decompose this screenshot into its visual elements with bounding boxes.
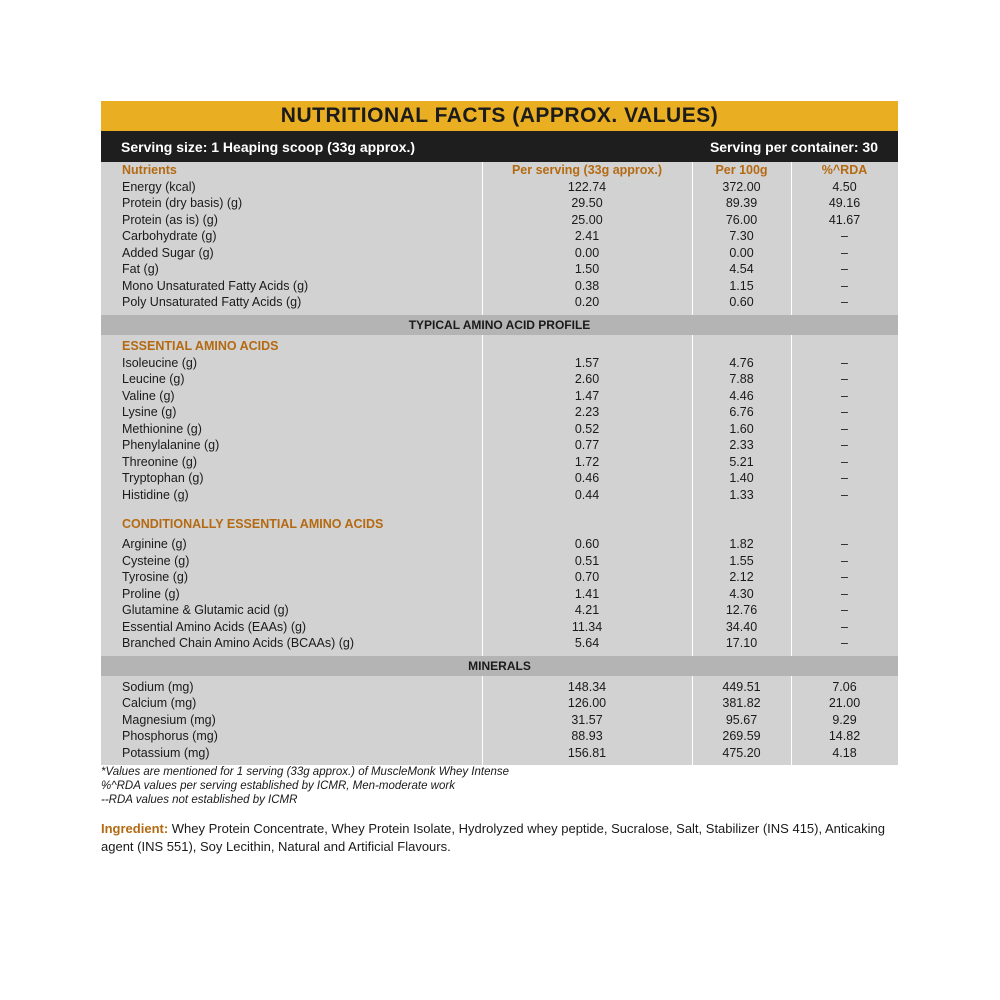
- ingredients: [101, 820, 901, 856]
- per-serving-value: 29.50: [571, 196, 603, 210]
- nutrient-name: Essential Amino Acids (EAAs) (g): [122, 619, 307, 634]
- per-100g-value: 2.33: [729, 438, 754, 452]
- table-row: [101, 294, 898, 311]
- per-serving-value: 0.46: [574, 471, 600, 485]
- table-row: [101, 635, 898, 652]
- table-row: [101, 388, 898, 405]
- rda-value: –: [841, 421, 848, 436]
- per-serving-value: 0.20: [574, 295, 600, 309]
- per-serving-value: 88.93: [571, 729, 603, 743]
- rda-value: –: [841, 245, 848, 260]
- footnote: --RDA values not established by ICMR: [101, 794, 298, 806]
- per-100g-value: 12.76: [725, 603, 758, 617]
- rda-value: –: [841, 454, 848, 469]
- table-row: [101, 569, 898, 586]
- rda-value: –: [841, 553, 848, 568]
- table-row: [101, 437, 898, 454]
- rda-value: 41.67: [828, 212, 861, 227]
- per-100g-value: 1.33: [729, 487, 754, 502]
- per-serving-value: 0.60: [574, 537, 600, 551]
- per-serving-value: 156.81: [567, 745, 607, 760]
- nutrient-name: Protein (dry basis) (g): [122, 196, 243, 210]
- per-100g-value: 1.60: [729, 421, 754, 436]
- per-100g-value: 1.40: [729, 471, 754, 485]
- per-100g-value: 4.76: [729, 355, 754, 370]
- amino-section-header: TYPICAL AMINO ACID PROFILE: [101, 315, 898, 335]
- per-serving-value: 11.34: [571, 619, 603, 634]
- per-100g-value: 475.20: [722, 745, 761, 760]
- ingredients-text: Whey Protein Concentrate, Whey Protein Isolate, Hydrolyzed whey peptide, Sucralose, Salt, Stabilizer (INS 415), Anticaking agent (INS 551), Soy Lecithin, Natural and Artificial Flavours.: [101, 821, 885, 854]
- per-100g-value: 449.51: [722, 679, 761, 694]
- nutrient-name: Histidine (g): [122, 487, 189, 502]
- per-serving-value: 126.00: [567, 696, 607, 710]
- per-100g-value: 7.30: [729, 229, 754, 243]
- footnote: %^RDA values per serving established by ICMR, Men-moderate work: [101, 780, 455, 792]
- table-row: [101, 679, 898, 696]
- nutrient-name: Phenylalanine (g): [122, 438, 220, 452]
- rda-value: 49.16: [828, 196, 861, 210]
- nutrients-section: [101, 162, 898, 315]
- servings-per-container: Serving per container: 30: [709, 138, 878, 155]
- per-serving-value: 5.64: [574, 636, 600, 650]
- nutrient-name: Added Sugar (g): [122, 245, 214, 260]
- per-100g-value: 5.21: [729, 454, 754, 469]
- rda-value: –: [841, 355, 848, 370]
- rda-value: –: [841, 438, 848, 452]
- per-100g-value: 6.76: [729, 405, 754, 419]
- table-row: [101, 536, 898, 553]
- footnotes: [101, 765, 509, 807]
- rda-value: 4.50: [832, 179, 857, 194]
- table-row: [101, 602, 898, 619]
- per-serving-value: 0.77: [574, 438, 600, 452]
- rda-value: –: [841, 603, 848, 617]
- rda-value: 14.82: [828, 729, 861, 743]
- table-row: [101, 454, 898, 471]
- ingredients-label: Ingredient:: [101, 821, 169, 836]
- per-serving-value: 0.38: [574, 278, 600, 293]
- nutrient-name: Calcium (mg): [122, 696, 197, 710]
- rda-value: –: [841, 487, 848, 502]
- header-rda: %^RDA: [821, 163, 868, 177]
- per-100g-value: 4.54: [729, 262, 754, 276]
- table-row: [101, 553, 898, 570]
- rda-value: –: [841, 405, 848, 419]
- rda-value: –: [841, 636, 848, 650]
- table-row: [101, 421, 898, 438]
- rda-value: 7.06: [832, 679, 857, 694]
- rda-value: –: [841, 229, 848, 243]
- nutrient-name: Isoleucine (g): [122, 355, 198, 370]
- rda-value: –: [841, 570, 848, 584]
- per-100g-value: 372.00: [722, 179, 761, 194]
- nutrition-facts-panel: [101, 101, 898, 765]
- table-row: [101, 179, 898, 196]
- table-row: [101, 371, 898, 388]
- nutrient-name: Protein (as is) (g): [122, 212, 218, 227]
- nutrient-name: Proline (g): [122, 586, 180, 601]
- nutrient-name: Threonine (g): [122, 454, 198, 469]
- minerals-section: [101, 676, 898, 766]
- footnote: *Values are mentioned for 1 serving (33g approx.) of MuscleMonk Whey Intense: [101, 766, 510, 778]
- header-per-serving: Per serving (33g approx.): [511, 163, 663, 177]
- per-serving-value: 0.44: [574, 487, 600, 502]
- per-100g-value: 1.82: [729, 537, 754, 551]
- per-serving-value: 0.52: [574, 421, 600, 436]
- per-serving-value: 31.57: [571, 712, 603, 727]
- nutrient-name: Glutamine & Glutamic acid (g): [122, 603, 289, 617]
- nutrient-name: Potassium (mg): [122, 745, 210, 760]
- per-serving-value: 1.50: [574, 262, 600, 276]
- per-100g-value: 269.59: [722, 729, 761, 743]
- conditional-amino-acids-heading: CONDITIONALLY ESSENTIAL AMINO ACIDS: [122, 517, 384, 531]
- per-100g-value: 76.00: [725, 212, 758, 227]
- per-100g-value: 4.30: [729, 586, 754, 601]
- per-serving-value: 0.00: [574, 245, 600, 260]
- rda-value: –: [841, 388, 848, 403]
- title-bar: [101, 101, 898, 131]
- table-row: [101, 586, 898, 603]
- nutrient-name: Tryptophan (g): [122, 471, 204, 485]
- serving-bar: [101, 131, 898, 162]
- rda-value: –: [841, 471, 848, 485]
- per-serving-value: 1.47: [574, 388, 600, 403]
- table-row: [101, 728, 898, 745]
- table-row: [101, 355, 898, 372]
- per-100g-value: 1.55: [729, 553, 754, 568]
- table-row: [101, 470, 898, 487]
- per-serving-value: 122.74: [567, 179, 607, 194]
- rda-value: 4.18: [832, 745, 857, 760]
- per-serving-value: 4.21: [574, 603, 600, 617]
- table-row: [101, 487, 898, 504]
- per-100g-value: 0.60: [729, 295, 754, 309]
- rda-value: –: [841, 372, 848, 386]
- header-nutrients: Nutrients: [122, 163, 177, 177]
- rda-value: –: [841, 619, 848, 634]
- table-row: [101, 212, 898, 229]
- rda-value: –: [841, 278, 848, 293]
- nutrient-name: Phosphorus (mg): [122, 729, 218, 743]
- nutrient-name: Arginine (g): [122, 537, 187, 551]
- page-title: NUTRITIONAL FACTS (APPROX. VALUES): [280, 104, 719, 127]
- per-serving-value: 1.41: [574, 586, 600, 601]
- nutrient-name: Valine (g): [122, 388, 175, 403]
- per-100g-value: 0.00: [729, 245, 754, 260]
- table-row: [101, 261, 898, 278]
- table-row: [101, 228, 898, 245]
- per-serving-value: 1.72: [574, 454, 600, 469]
- nutrient-name: Leucine (g): [122, 372, 185, 386]
- nutrient-name: Fat (g): [122, 262, 159, 276]
- per-serving-value: 25.00: [571, 212, 603, 227]
- table-row: [101, 278, 898, 295]
- per-100g-value: 1.15: [729, 278, 754, 293]
- per-100g-value: 17.10: [725, 636, 758, 650]
- rda-value: –: [841, 537, 848, 551]
- serving-size: Serving size: 1 Heaping scoop (33g approx.): [121, 138, 416, 155]
- table-row: [101, 712, 898, 729]
- per-serving-value: 148.34: [567, 679, 607, 694]
- per-serving-value: 2.41: [574, 229, 600, 243]
- amino-section: [101, 335, 898, 656]
- table-row: [101, 195, 898, 212]
- per-serving-value: 1.57: [574, 355, 600, 370]
- rda-value: –: [841, 262, 848, 276]
- nutrient-name: Energy (kcal): [122, 179, 196, 194]
- nutrient-name: Methionine (g): [122, 421, 202, 436]
- essential-amino-acids-heading: ESSENTIAL AMINO ACIDS: [122, 338, 279, 353]
- nutrient-name: Mono Unsaturated Fatty Acids (g): [122, 278, 309, 293]
- per-100g-value: 95.67: [725, 712, 758, 727]
- table-row: [101, 619, 898, 636]
- table-row: [101, 695, 898, 712]
- nutrient-name: Tyrosine (g): [122, 570, 188, 584]
- table-row: [101, 745, 898, 762]
- nutrient-name: Lysine (g): [122, 405, 177, 419]
- per-100g-value: 2.12: [729, 570, 754, 584]
- nutrient-name: Sodium (mg): [122, 679, 194, 694]
- rda-value: –: [841, 295, 848, 309]
- per-serving-value: 2.23: [574, 405, 600, 419]
- nutrient-name: Branched Chain Amino Acids (BCAAs) (g): [122, 636, 355, 650]
- nutrient-name: Carbohydrate (g): [122, 229, 217, 243]
- nutrient-name: Cysteine (g): [122, 553, 190, 568]
- per-100g-value: 381.82: [722, 696, 761, 710]
- per-100g-value: 7.88: [729, 372, 754, 386]
- rda-value: 21.00: [828, 696, 861, 710]
- table-row: [101, 245, 898, 262]
- rda-value: –: [841, 586, 848, 601]
- table-row: [101, 404, 898, 421]
- nutrient-name: Poly Unsaturated Fatty Acids (g): [122, 295, 302, 309]
- per-100g-value: 89.39: [725, 196, 758, 210]
- per-serving-value: 0.51: [574, 553, 600, 568]
- rda-value: 9.29: [832, 712, 857, 727]
- nutrient-name: Magnesium (mg): [122, 712, 216, 727]
- per-100g-value: 34.40: [725, 619, 758, 634]
- per-serving-value: 0.70: [574, 570, 600, 584]
- table-header-row: [101, 162, 898, 179]
- per-serving-value: 2.60: [574, 372, 600, 386]
- per-100g-value: 4.46: [729, 388, 754, 403]
- minerals-section-header: MINERALS: [101, 656, 898, 676]
- header-per-100g: Per 100g: [715, 163, 768, 177]
